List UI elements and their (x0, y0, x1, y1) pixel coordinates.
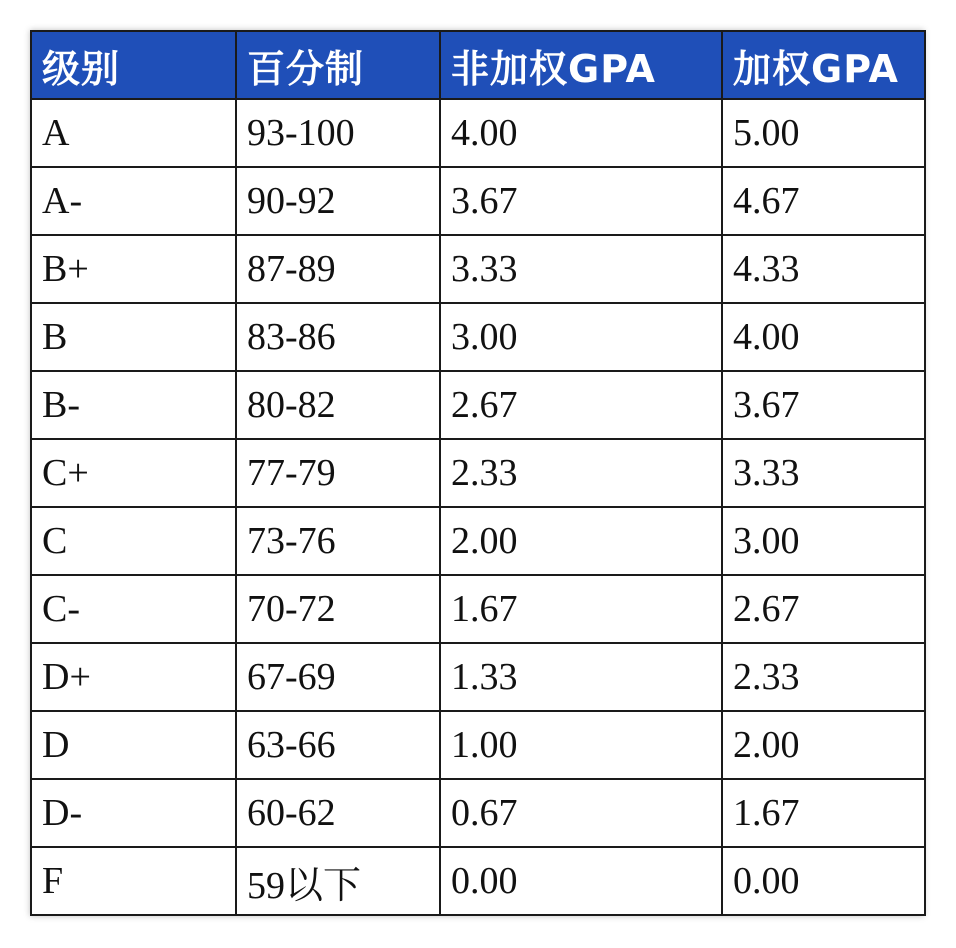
table-row (31, 235, 925, 303)
cell-unweighted-gpa: 2.67 (440, 371, 722, 439)
cell-grade: B+ (31, 235, 236, 303)
cell-percentage: 83-86 (236, 303, 440, 371)
cell-weighted-gpa: 3.00 (722, 507, 925, 575)
header-percentage: 百分制 (236, 31, 440, 99)
cell-weighted-gpa: 4.00 (722, 303, 925, 371)
cell-grade: B (31, 303, 236, 371)
cell-percentage: 93-100 (236, 99, 440, 167)
cell-percentage: 60-62 (236, 779, 440, 847)
cell-unweighted-gpa: 0.00 (440, 847, 722, 915)
cell-unweighted-gpa: 3.33 (440, 235, 722, 303)
cell-weighted-gpa: 5.00 (722, 99, 925, 167)
cell-weighted-gpa: 3.67 (722, 371, 925, 439)
cell-grade: D+ (31, 643, 236, 711)
cell-unweighted-gpa: 1.67 (440, 575, 722, 643)
cell-unweighted-gpa: 2.33 (440, 439, 722, 507)
cell-percentage: 87-89 (236, 235, 440, 303)
cell-unweighted-gpa: 4.00 (440, 99, 722, 167)
cell-grade: C (31, 507, 236, 575)
table-row (31, 779, 925, 847)
cell-grade: F (31, 847, 236, 915)
header-weighted-gpa: 加权GPA (722, 31, 925, 99)
cell-percentage: 90-92 (236, 167, 440, 235)
cell-percentage: 59以下 (236, 847, 440, 915)
cell-percentage: 77-79 (236, 439, 440, 507)
table-row (31, 643, 925, 711)
cell-grade: D- (31, 779, 236, 847)
table-header-row (31, 31, 925, 99)
table-body (31, 99, 925, 915)
cell-percentage: 70-72 (236, 575, 440, 643)
cell-unweighted-gpa: 3.67 (440, 167, 722, 235)
cell-percentage: 80-82 (236, 371, 440, 439)
cell-grade: B- (31, 371, 236, 439)
table-row (31, 99, 925, 167)
table-row (31, 575, 925, 643)
cell-grade: A- (31, 167, 236, 235)
cell-grade: A (31, 99, 236, 167)
cell-unweighted-gpa: 1.00 (440, 711, 722, 779)
table-row (31, 371, 925, 439)
gpa-conversion-table (30, 30, 926, 916)
cell-percentage: 73-76 (236, 507, 440, 575)
cell-unweighted-gpa: 2.00 (440, 507, 722, 575)
cell-percentage: 67-69 (236, 643, 440, 711)
cell-unweighted-gpa: 0.67 (440, 779, 722, 847)
cell-grade: C+ (31, 439, 236, 507)
header-unweighted-gpa: 非加权GPA (440, 31, 722, 99)
cell-weighted-gpa: 1.67 (722, 779, 925, 847)
cell-weighted-gpa: 3.33 (722, 439, 925, 507)
table-row (31, 711, 925, 779)
cell-weighted-gpa: 2.67 (722, 575, 925, 643)
gpa-table-container (30, 30, 924, 916)
cell-weighted-gpa: 4.33 (722, 235, 925, 303)
cell-grade: D (31, 711, 236, 779)
table-row (31, 167, 925, 235)
cell-weighted-gpa: 2.33 (722, 643, 925, 711)
cell-unweighted-gpa: 3.00 (440, 303, 722, 371)
cell-weighted-gpa: 4.67 (722, 167, 925, 235)
table-row (31, 439, 925, 507)
cell-unweighted-gpa: 1.33 (440, 643, 722, 711)
table-row (31, 507, 925, 575)
cell-grade: C- (31, 575, 236, 643)
header-grade: 级别 (31, 31, 236, 99)
cell-percentage: 63-66 (236, 711, 440, 779)
cell-weighted-gpa: 0.00 (722, 847, 925, 915)
table-row (31, 847, 925, 915)
cell-weighted-gpa: 2.00 (722, 711, 925, 779)
table-row (31, 303, 925, 371)
